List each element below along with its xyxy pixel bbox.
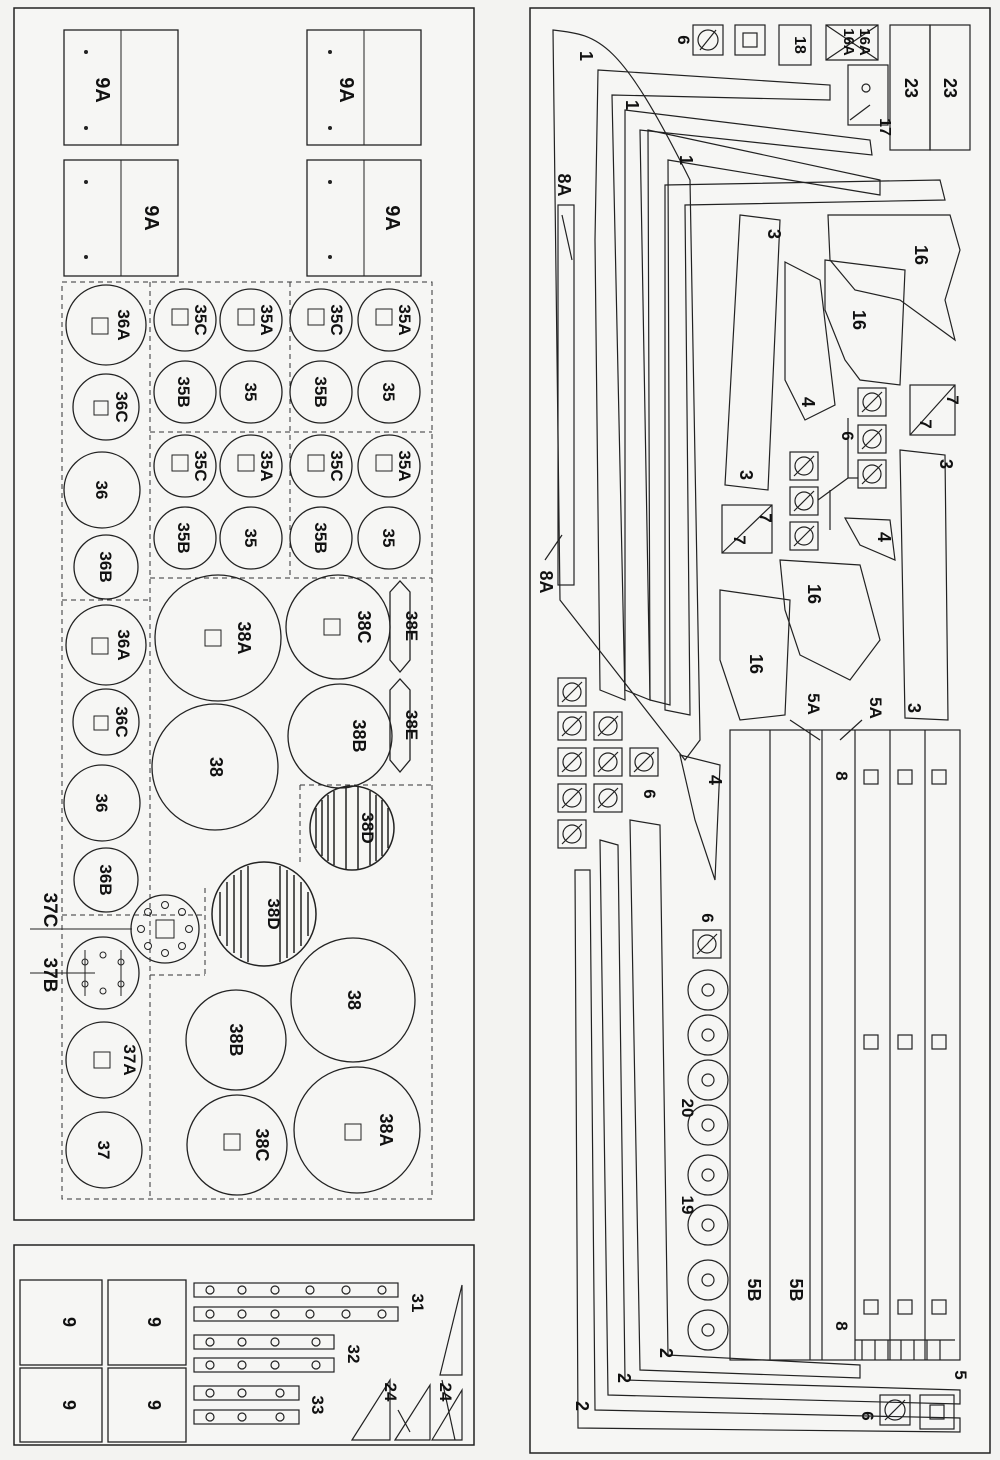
label-23: 23 <box>940 77 960 99</box>
label-6: 6 <box>838 431 857 441</box>
svg-text:38C: 38C <box>252 1128 272 1162</box>
svg-text:35C: 35C <box>191 304 210 336</box>
left-panel <box>14 8 474 1220</box>
svg-text:35C: 35C <box>327 450 346 482</box>
svg-text:35A: 35A <box>257 450 276 482</box>
label-24: 24 <box>436 1382 455 1402</box>
label-24: 24 <box>381 1382 400 1402</box>
label-6: 6 <box>640 789 659 799</box>
svg-text:36: 36 <box>92 793 111 813</box>
bottom-left-panel <box>14 1245 474 1445</box>
svg-text:9: 9 <box>59 1399 79 1411</box>
label-16: 16 <box>911 244 931 266</box>
callout-37c: 37C <box>39 892 60 928</box>
label-9a: 9A <box>91 77 113 103</box>
label-4: 4 <box>874 531 894 543</box>
svg-text:38E: 38E <box>402 709 421 741</box>
svg-text:35C: 35C <box>191 450 210 482</box>
label-9a: 9A <box>335 77 357 103</box>
svg-text:38C: 38C <box>354 610 374 644</box>
svg-text:36B: 36B <box>96 551 115 583</box>
svg-text:36C: 36C <box>112 706 131 738</box>
label-5a: 5A <box>804 693 823 715</box>
svg-text:38D: 38D <box>264 898 283 930</box>
label-3: 3 <box>936 458 956 470</box>
label-4: 4 <box>798 396 818 408</box>
svg-text:35B: 35B <box>174 522 193 554</box>
label-7: 7 <box>943 395 962 405</box>
svg-text:35C: 35C <box>327 304 346 336</box>
svg-text:36: 36 <box>92 480 111 500</box>
label-1: 1 <box>576 50 596 62</box>
callout-37b: 37B <box>39 957 60 993</box>
svg-text:35B: 35B <box>174 376 193 408</box>
svg-text:35A: 35A <box>395 304 414 336</box>
svg-text:9: 9 <box>144 1399 164 1411</box>
label-7: 7 <box>916 419 935 429</box>
svg-text:38B: 38B <box>226 1023 246 1057</box>
svg-text:37: 37 <box>94 1140 113 1160</box>
label-20: 20 <box>678 1098 697 1118</box>
svg-text:38A: 38A <box>234 621 254 655</box>
svg-text:35: 35 <box>379 528 398 548</box>
label-16: 16 <box>849 309 869 331</box>
svg-text:35: 35 <box>241 382 260 402</box>
label-16a: 16A <box>840 28 857 56</box>
label-5: 5 <box>951 1370 970 1380</box>
label-2: 2 <box>656 1347 676 1359</box>
label-8a: 8A <box>554 173 574 197</box>
label-8a: 8A <box>536 570 556 594</box>
label-6: 6 <box>858 1411 877 1421</box>
label-5a: 5A <box>866 697 885 719</box>
right-panel <box>530 8 990 1453</box>
svg-text:38A: 38A <box>376 1113 396 1147</box>
svg-text:38: 38 <box>206 756 226 778</box>
label-33: 33 <box>308 1395 327 1415</box>
svg-text:38: 38 <box>344 989 364 1011</box>
svg-text:9: 9 <box>144 1316 164 1328</box>
label-6: 6 <box>674 35 693 45</box>
label-9a: 9A <box>381 205 403 231</box>
label-1: 1 <box>622 99 642 111</box>
label-2: 2 <box>572 1400 592 1412</box>
label-16: 16 <box>746 653 766 675</box>
label-5b: 5B <box>786 1278 806 1302</box>
label-18: 18 <box>791 36 808 54</box>
svg-text:37A: 37A <box>120 1044 139 1076</box>
label-2: 2 <box>614 1372 634 1384</box>
label-1: 1 <box>676 154 696 166</box>
label-32: 32 <box>344 1344 363 1364</box>
svg-text:36A: 36A <box>114 629 133 661</box>
svg-text:35B: 35B <box>311 376 330 408</box>
label-4: 4 <box>705 774 725 786</box>
label-3: 3 <box>764 228 784 240</box>
label-8: 8 <box>832 1321 851 1331</box>
svg-text:35A: 35A <box>395 450 414 482</box>
label-17: 17 <box>876 118 893 136</box>
label-23: 23 <box>901 77 921 99</box>
label-19: 19 <box>678 1195 697 1215</box>
svg-text:35B: 35B <box>311 522 330 554</box>
svg-text:36A: 36A <box>114 309 133 341</box>
svg-text:35A: 35A <box>257 304 276 336</box>
label-3: 3 <box>736 469 756 481</box>
svg-text:38B: 38B <box>349 719 369 753</box>
label-9a: 9A <box>140 205 162 231</box>
label-5b: 5B <box>744 1278 764 1302</box>
label-7: 7 <box>730 535 749 545</box>
label-31: 31 <box>408 1293 427 1313</box>
svg-text:36C: 36C <box>112 391 131 423</box>
svg-text:38E: 38E <box>402 610 421 642</box>
label-16a: 16A <box>856 28 873 56</box>
label-7: 7 <box>756 513 775 523</box>
label-16: 16 <box>804 583 824 605</box>
svg-text:35: 35 <box>379 382 398 402</box>
label-3: 3 <box>904 702 924 714</box>
svg-text:38D: 38D <box>358 812 377 844</box>
svg-text:36B: 36B <box>96 864 115 896</box>
label-8: 8 <box>832 771 851 781</box>
svg-text:9: 9 <box>59 1316 79 1328</box>
svg-text:35: 35 <box>241 528 260 548</box>
label-6: 6 <box>698 913 717 923</box>
